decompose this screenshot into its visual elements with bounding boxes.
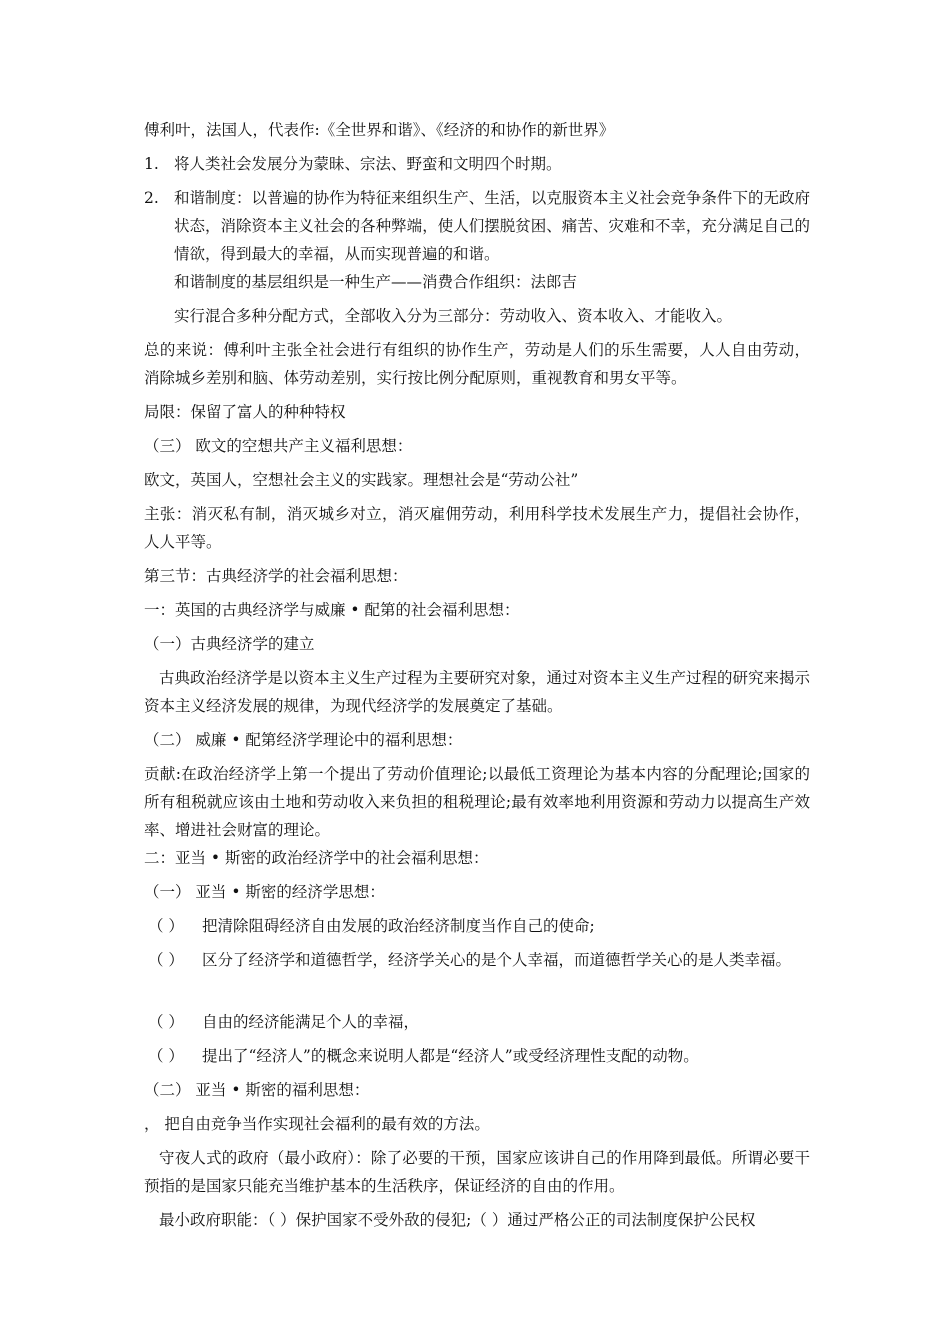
heading-owen: （三） 欧文的空想共产主义福利思想：	[144, 437, 413, 455]
paragraph-owen-claims: 主张：消灭私有制，消灭城乡对立，消灭雇佣劳动，利用科学技术发展生产力，提倡社会协作，人人平等。	[144, 505, 810, 551]
heading-part-two: 二：亚当 • 斯密的政治经济学中的社会福利思想：	[144, 849, 489, 867]
heading-smith-economics: （一） 亚当 • 斯密的经济学思想：	[144, 883, 385, 901]
paragraph-distribution: 实行混合多种分配方式，全部收入分为三部分：劳动收入、资本收入、才能收入。	[174, 307, 733, 325]
paragraph-classical-economics: 古典政治经济学是以资本主义生产过程为主要研究对象，通过对资本主义生产过程的研究来揭示资本主义经济发展的规律，为现代经济学的发展奠定了基础。	[144, 669, 811, 715]
heading-classical-economics: （一）古典经济学的建立	[144, 635, 315, 653]
heading-petty: （二） 威廉 • 配第经济学理论中的福利思想：	[144, 731, 463, 749]
list-marker: （ ）	[148, 1013, 184, 1031]
paragraph-minimal-government: 最小政府职能：（ ）保护国家不受外敌的侵犯;（ ）通过严格公正的司法制度保护公民权	[159, 1211, 756, 1229]
list-number: 2.	[144, 189, 159, 207]
paragraph-free-competition: ， 把自由竞争当作实现社会福利的最有效的方法。	[144, 1115, 490, 1133]
paragraph-summary: 总的来说：傅利叶主张全社会进行有组织的协作生产，劳动是人们的乐生需要，人人自由劳动，消除城乡差别和脑、体劳动差别，实行按比例分配原则，重视教育和男女平等。	[144, 341, 810, 387]
paragraph-owen-intro: 欧文，英国人，空想社会主义的实践家。理想社会是“劳动公社”	[144, 471, 579, 489]
paragraph-base-organization: 和谐制度的基层组织是一种生产——消费合作组织：法郎吉	[174, 273, 578, 291]
heading-smith-welfare: （二） 亚当 • 斯密的福利思想：	[144, 1081, 370, 1099]
list-text: 区分了经济学和道德哲学，经济学关心的是个人幸福，而道德哲学关心的是人类幸福。	[202, 951, 792, 969]
paragraph-limitation: 局限：保留了富人的种种特权	[144, 403, 346, 421]
paragraph-fourier-intro: 傅利叶，法国人，代表作:《全世界和谐》、《经济的和协作的新世界》	[144, 121, 615, 139]
list-text: 把清除阻碍经济自由发展的政治经济制度当作自己的使命;	[202, 917, 595, 935]
list-marker: （ ）	[148, 951, 184, 969]
paragraph-night-watchman: 守夜人式的政府（最小政府）：除了必要的干预，国家应该讲自己的作用降到最低。所谓必要干预指的是国家只能充当维护基本的生活秩序，保证经济的自由的作用。	[144, 1149, 810, 1195]
heading-section-3: 第三节：古典经济学的社会福利思想：	[144, 567, 408, 585]
list-text: 和谐制度：以普遍的协作为特征来组织生产、生活，以克服资本主义社会竞争条件下的无政府状态，消除资本主义社会的各种弊端，使人们摆脱贫困、痛苦、灾难和不幸，充分满足自己的情欲，得到最大的幸福，从而实现普遍的和谐。	[174, 189, 810, 263]
heading-part-one: 一：英国的古典经济学与威廉 • 配第的社会福利思想：	[144, 601, 520, 619]
list-marker: （ ）	[148, 917, 184, 935]
paragraph-contribution: 贡献:在政治经济学上第一个提出了劳动价值理论;以最低工资理论为基本内容的分配理论;国家的所有租税就应该由土地和劳动收入来负担的租税理论;最有效率地利用资源和劳动力以提高生产效率、增进社会财富的理论。	[144, 765, 810, 839]
list-text: 将人类社会发展分为蒙昧、宗法、野蛮和文明四个时期。	[174, 155, 562, 173]
list-marker: （ ）	[148, 1047, 184, 1065]
list-number: 1.	[144, 155, 159, 173]
list-text: 提出了“经济人”的概念来说明人都是“经济人”或受经济理性支配的动物。	[202, 1047, 699, 1065]
list-text: 自由的经济能满足个人的幸福，	[202, 1013, 420, 1031]
